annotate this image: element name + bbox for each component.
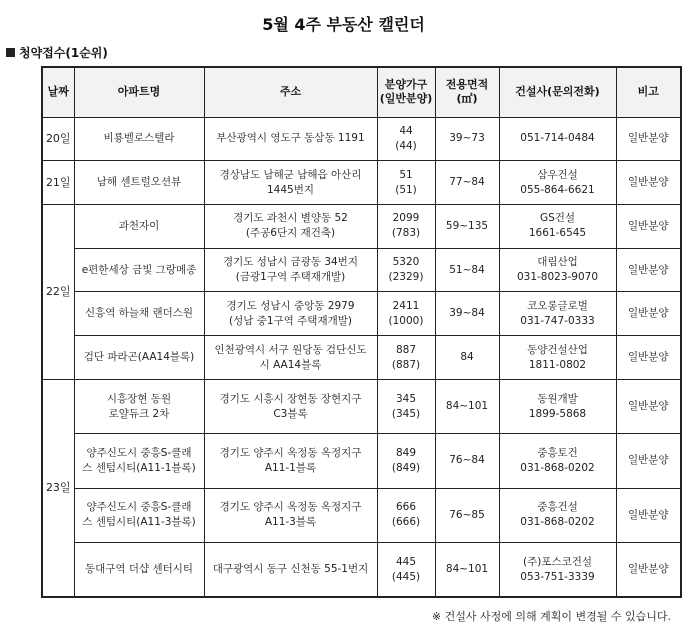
address bbox=[204, 292, 377, 336]
builder-name: 중흥토건 bbox=[537, 446, 578, 459]
address-line1: 경상남도 남해군 남해읍 아산리 bbox=[219, 168, 362, 181]
address bbox=[204, 336, 377, 380]
address-line2: A11-3블록 bbox=[264, 516, 317, 529]
table-row bbox=[42, 204, 681, 248]
units-general: (849) bbox=[391, 461, 421, 474]
address-line2: 시 AA14블록 bbox=[259, 358, 322, 371]
note: 일반분양 bbox=[616, 161, 681, 205]
apartment-name: 비룡벨로스텔라 bbox=[74, 117, 204, 161]
builder-phone: 051-714-0484 bbox=[520, 132, 595, 145]
area: 76~84 bbox=[435, 434, 499, 488]
table-row bbox=[42, 117, 681, 161]
note: 일반분양 bbox=[616, 248, 681, 292]
units-general: (887) bbox=[391, 358, 421, 371]
builder bbox=[499, 161, 616, 205]
note: 일반분양 bbox=[616, 488, 681, 542]
units bbox=[377, 117, 435, 161]
address-line1: 인천광역시 서구 원당동 검단신도 bbox=[214, 343, 367, 356]
units-total: 2411 bbox=[392, 299, 420, 312]
header-units bbox=[377, 67, 435, 117]
units-total: 51 bbox=[399, 168, 413, 181]
apartment-name bbox=[74, 434, 204, 488]
builder-name: 삼우건설 bbox=[537, 168, 578, 181]
header-units-line2: (일반분양) bbox=[379, 92, 433, 106]
note: 일반분양 bbox=[616, 434, 681, 488]
apartment-name-line1: 양주신도시 중흥S-클래 bbox=[86, 501, 192, 514]
address-line1: 경기도 양주시 옥정동 옥정지구 bbox=[219, 446, 362, 459]
builder-name: 동원개발 bbox=[537, 392, 578, 405]
page-title: 5월 4주 부동산 캘린더 bbox=[262, 15, 425, 34]
apartment-name: 과천자이 bbox=[74, 204, 204, 248]
apartment-name bbox=[74, 379, 204, 433]
address-line2: (성남 중1구역 주택재개발) bbox=[229, 314, 352, 327]
units-total: 666 bbox=[395, 501, 417, 514]
apartment-name: 동대구역 더샵 센터시티 bbox=[74, 543, 204, 597]
builder bbox=[499, 292, 616, 336]
units bbox=[377, 292, 435, 336]
header-apartment: 아파트명 bbox=[74, 67, 204, 117]
address-line2: 1445번지 bbox=[266, 183, 314, 196]
units-total: 44 bbox=[399, 124, 413, 137]
address bbox=[204, 379, 377, 433]
header-area-line2: 면적 bbox=[467, 78, 489, 92]
area: 84~101 bbox=[435, 543, 499, 597]
table-row bbox=[42, 161, 681, 205]
apartment-name-line2: 스 센텀시티(A11-3블록) bbox=[82, 516, 196, 529]
header-builder-line2: (문의전화) bbox=[547, 85, 600, 99]
address-line2: (금광1구역 주택재개발) bbox=[235, 271, 346, 284]
area: 39~73 bbox=[435, 117, 499, 161]
date-cell: 20일 bbox=[42, 117, 74, 161]
address bbox=[204, 117, 377, 161]
builder-phone: 055-864-6621 bbox=[520, 183, 595, 196]
units-total: 849 bbox=[395, 446, 417, 459]
address-line1: 경기도 성남시 금광동 34번지 bbox=[223, 256, 358, 269]
builder-name: 중흥건설 bbox=[537, 501, 578, 514]
units-total: 887 bbox=[395, 343, 417, 356]
table-row bbox=[42, 543, 681, 597]
address bbox=[204, 248, 377, 292]
table-row bbox=[42, 292, 681, 336]
builder bbox=[499, 434, 616, 488]
header-date: 날짜 bbox=[42, 67, 74, 117]
area: 51~84 bbox=[435, 248, 499, 292]
address-line1: 경기도 성남시 중앙동 2979 bbox=[226, 299, 355, 312]
units-general: (783) bbox=[391, 227, 421, 240]
units bbox=[377, 204, 435, 248]
area: 84~101 bbox=[435, 379, 499, 433]
note: 일반분양 bbox=[616, 204, 681, 248]
header-area bbox=[435, 67, 499, 117]
units-general: (345) bbox=[391, 407, 421, 420]
header-note: 비고 bbox=[616, 67, 681, 117]
date-cell: 21일 bbox=[42, 161, 74, 205]
builder-name: 동양건설산업 bbox=[527, 343, 588, 356]
address bbox=[204, 488, 377, 542]
address-line1: 경기도 양주시 옥정동 옥정지구 bbox=[219, 501, 362, 514]
table-row bbox=[42, 488, 681, 542]
square-bullet-icon bbox=[6, 48, 15, 57]
apartment-name-line2: 로얄듀크 2차 bbox=[108, 407, 170, 420]
builder bbox=[499, 543, 616, 597]
footnote: ※ 건설사 사정에 의해 계획이 변경될 수 있습니다. bbox=[431, 610, 671, 623]
units-general: (51) bbox=[395, 183, 417, 196]
apartment-name: 검단 파라곤(AA14블록) bbox=[74, 336, 204, 380]
area: 76~85 bbox=[435, 488, 499, 542]
area: 39~84 bbox=[435, 292, 499, 336]
builder-name: 코오롱글로벌 bbox=[527, 299, 588, 312]
builder bbox=[499, 117, 616, 161]
address bbox=[204, 204, 377, 248]
table-row bbox=[42, 379, 681, 433]
address-line2: C3블록 bbox=[273, 407, 308, 420]
header-builder bbox=[499, 67, 616, 117]
units bbox=[377, 434, 435, 488]
address-line1: 경기도 시흥시 장현동 장현지구 bbox=[219, 392, 362, 405]
builder-phone: 1811-0802 bbox=[528, 358, 587, 371]
units-general: (1000) bbox=[388, 314, 424, 327]
area: 77~84 bbox=[435, 161, 499, 205]
builder-phone: 031-868-0202 bbox=[520, 461, 595, 474]
units bbox=[377, 543, 435, 597]
address bbox=[204, 161, 377, 205]
apartment-name-line1: 양주신도시 중흥S-클래 bbox=[86, 446, 192, 459]
units bbox=[377, 379, 435, 433]
builder-phone: 031-868-0202 bbox=[520, 516, 595, 529]
units bbox=[377, 161, 435, 205]
units-total: 2099 bbox=[392, 212, 420, 225]
table-row bbox=[42, 336, 681, 380]
builder-phone: 031-8023-9070 bbox=[516, 271, 599, 284]
note: 일반분양 bbox=[616, 379, 681, 433]
units bbox=[377, 488, 435, 542]
builder-name: GS건설 bbox=[539, 212, 576, 225]
apartment-name: e편한세상 금빛 그랑메종 bbox=[74, 248, 204, 292]
header-area-line3: (㎡) bbox=[456, 92, 478, 106]
units bbox=[377, 248, 435, 292]
apartment-name: 남해 센트럴오션뷰 bbox=[74, 161, 204, 205]
address-line2: A11-1블록 bbox=[264, 461, 317, 474]
header-units-line1: 분양가구 bbox=[384, 78, 428, 92]
units-general: (2329) bbox=[388, 271, 424, 284]
section-heading bbox=[6, 44, 108, 61]
note: 일반분양 bbox=[616, 543, 681, 597]
builder bbox=[499, 379, 616, 433]
address-line1: 경기도 과천시 별양동 52 bbox=[233, 212, 348, 225]
address-line1: 부산광역시 영도구 동삼동 1191 bbox=[216, 132, 365, 145]
builder-phone: 1661-6545 bbox=[528, 227, 587, 240]
builder-name: (주)포스코건설 bbox=[522, 555, 593, 568]
builder bbox=[499, 204, 616, 248]
section-label: 청약접수(1순위) bbox=[19, 46, 108, 60]
date-cell: 23일 bbox=[42, 379, 74, 597]
units-total: 5320 bbox=[392, 256, 420, 269]
apartment-name-line1: 시흥장현 동원 bbox=[106, 392, 172, 405]
address-line2: (주공6단지 재건축) bbox=[245, 227, 336, 240]
area: 59~135 bbox=[435, 204, 499, 248]
date-cell: 22일 bbox=[42, 204, 74, 379]
units-total: 445 bbox=[395, 555, 417, 568]
apartment-name: 신흥역 하늘채 랜더스원 bbox=[74, 292, 204, 336]
builder-phone: 031-747-0333 bbox=[520, 314, 595, 327]
units-total: 345 bbox=[395, 392, 417, 405]
address bbox=[204, 543, 377, 597]
builder bbox=[499, 248, 616, 292]
note: 일반분양 bbox=[616, 117, 681, 161]
builder-phone: 1899-5868 bbox=[528, 407, 587, 420]
header-address: 주소 bbox=[204, 67, 377, 117]
table-row bbox=[42, 434, 681, 488]
builder bbox=[499, 488, 616, 542]
note: 일반분양 bbox=[616, 292, 681, 336]
units-general: (666) bbox=[391, 516, 421, 529]
address-line1: 대구광역시 동구 신천동 55-1번지 bbox=[212, 563, 369, 576]
units-general: (44) bbox=[395, 139, 417, 152]
address bbox=[204, 434, 377, 488]
header-builder-line1: 건설사 bbox=[515, 85, 548, 99]
table-row bbox=[42, 248, 681, 292]
area: 84 bbox=[435, 336, 499, 380]
table-header-row bbox=[42, 67, 681, 117]
units bbox=[377, 336, 435, 380]
apartment-name-line2: 스 센텀시티(A11-1블록) bbox=[82, 461, 196, 474]
note: 일반분양 bbox=[616, 336, 681, 380]
builder bbox=[499, 336, 616, 380]
units-general: (445) bbox=[391, 570, 421, 583]
header-area-line1: 전용 bbox=[445, 78, 467, 92]
builder-phone: 053-751-3339 bbox=[520, 570, 595, 583]
calendar-table bbox=[41, 66, 682, 598]
builder-name: 대림산업 bbox=[537, 256, 578, 269]
apartment-name bbox=[74, 488, 204, 542]
